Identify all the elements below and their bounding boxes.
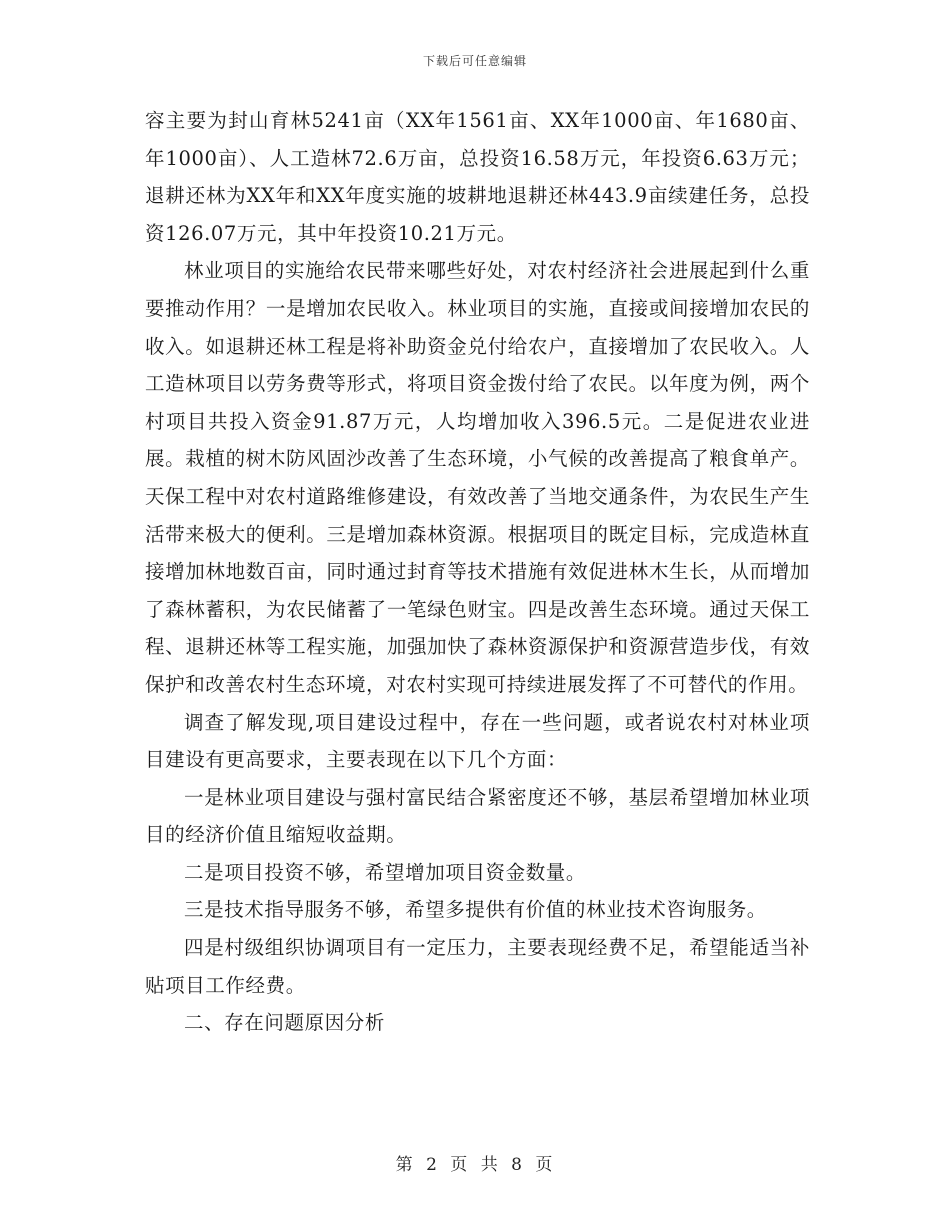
document-body <box>145 102 810 1042</box>
section-heading: 二、存在问题原因分析 <box>184 1011 386 1035</box>
paragraph-issue-4: 四是村级组织协调项目有一定压力，主要表现经费不足，希望能适当补贴项目工作经费。 <box>145 936 810 997</box>
paragraph-issue-1: 一是林业项目建设与强村富民结合紧密度还不够，基层希望增加林业项目的经济价值且缩短收益期。 <box>145 785 810 847</box>
page-header: 下载后可任意编辑 <box>422 54 527 68</box>
page-footer: 第 2 页 共 8 页 <box>395 1155 555 1175</box>
paragraph-survey-intro: 调查了解发现,项目建设过程中，存在一些问题，或者说农村对林业项目建设有更高要求，主要表现在以下几个方面： <box>145 710 810 772</box>
paragraph-issue-3: 三是技术指导服务不够，希望多提供有价值的林业技术咨询服务。 <box>184 898 767 922</box>
paragraph-continuation: 容主要为封山育林5241亩（XX年1561亩、XX年1000亩、年1680亩、年1000亩）、人工造林72.6万亩，总投资16.58万元，年投资6.63万元；退耕还林为XX年和XX年度实施的坡耕地退耕还林443.9亩续建任务，总投资126.07万元，其中年投资10.21万元。 <box>145 109 810 245</box>
paragraph-benefits: 林业项目的实施给农民带来哪些好处，对农村经济社会进展起到什么重要推动作用？一是增加农民收入。林业项目的实施，直接或间接增加农民的收入。如退耕还林工程是将补助资金兑付给农户，直接增加了农民收入。人工造林项目以劳务费等形式，将项目资金拨付给了农民。以年度为例，两个村项目共投入资金91.87万元，人均增加收入396.5元。二是促进农业进展。栽植的树木防风固沙改善了生态环境，小气候的改善提高了粮食单产。天保工程中对农村道路维修建设，有效改善了当地交通条件，为农民生产生活带来极大的便利。三是增加森林资源。根据项目的既定目标，完成造林直接增加林地数百亩，同时通过封育等技术措施有效促进林木生长，从而增加了森林蓄积，为农民储蓄了一笔绿色财宝。四是改善生态环境。通过天保工程、退耕还林等工程实施，加强加快了森林资源保护和资源营造步伐，有效保护和改善农村生态环境，对农村实现可持续进展发挥了不可替代的作用。 <box>145 259 810 696</box>
paragraph-issue-2: 二是项目投资不够，希望增加项目资金数量。 <box>184 860 587 884</box>
